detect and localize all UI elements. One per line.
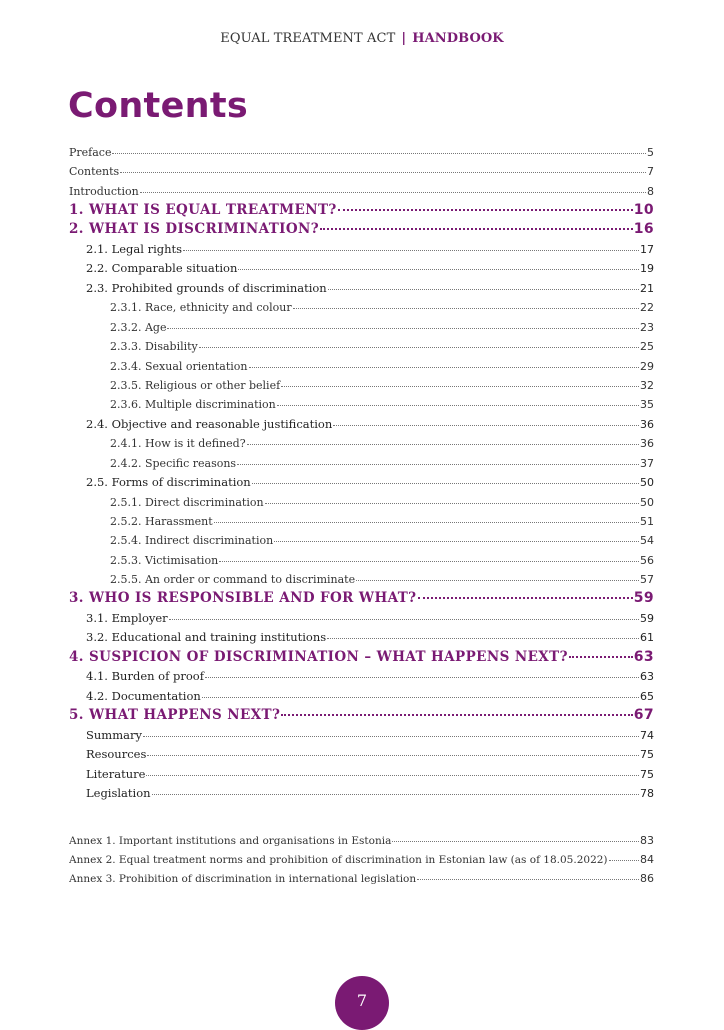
header-title: EQUAL TREATMENT ACT [220,31,396,46]
dot-leader [327,638,639,639]
entry-page-number: 19 [640,262,654,276]
toc-entry[interactable] [69,279,654,299]
entry-label: Literature [86,766,146,781]
entry-label: 3.1. Employer [86,610,168,625]
entry-label: 2.3.1. Race, ethnicity and colour [110,301,292,315]
toc-entry[interactable] [69,745,654,765]
entry-page-number: 75 [640,767,654,781]
dot-leader [265,503,639,504]
dot-leader [249,367,639,368]
entry-label: 5. WHAT HAPPENS NEXT? [69,707,281,724]
entry-page-number: 84 [640,853,654,866]
entry-label: 2.3.3. Disability [110,340,198,354]
toc-entry[interactable] [69,318,654,337]
entry-label: Legislation [86,786,151,801]
toc-entry[interactable] [69,395,654,414]
dot-leader [146,775,639,776]
entry-page-number: 59 [640,611,654,625]
entry-label: 3. WHO IS RESPONSIBLE AND FOR WHAT? [69,590,417,607]
dot-leader [140,192,646,193]
toc-entry[interactable] [69,162,654,181]
entry-label: 2.3.4. Sexual orientation [110,359,248,373]
toc-entry[interactable] [69,434,654,453]
entry-page-number: 65 [640,689,654,703]
toc-entry[interactable] [69,337,654,356]
entry-page-number: 51 [640,514,654,528]
running-header [0,31,724,46]
entry-page-number: 32 [640,378,654,392]
entry-label: Annex 3. Prohibition of discrimination in international legislation [69,873,417,885]
entry-label: 2.3. Prohibited grounds of discrimination [86,280,327,295]
entry-page-number: 16 [633,221,654,238]
toc-entry[interactable] [69,687,654,707]
entry-label: Preface [69,146,112,159]
dot-leader [169,619,639,620]
dot-leader [237,464,639,465]
entry-page-number: 5 [647,146,654,159]
entry-page-number: 63 [633,648,654,665]
page-number: 7 [356,991,368,1010]
entry-page-number: 36 [640,417,654,431]
dot-leader [281,386,639,387]
entry-page-number: 36 [640,437,654,451]
toc-entry[interactable] [69,454,654,473]
entry-page-number: 63 [640,670,654,684]
dot-leader [202,697,639,698]
toc-entry[interactable] [69,182,654,201]
entry-label: 2.3.2. Age [110,320,167,334]
toc-entry[interactable] [69,765,654,785]
toc-entry[interactable] [69,143,654,162]
entry-page-number: 8 [647,184,654,198]
dot-leader [152,794,639,795]
entry-label: Annex 2. Equal treatment norms and prohibition of discrimination in Estonian law (as of 18.05.2022) [69,854,608,866]
entry-label: 4.2. Documentation [86,688,201,703]
table-of-contents [69,143,654,804]
dot-leader [569,656,633,658]
entry-label: 2.5. Forms of discrimination [86,475,251,490]
dot-leader [418,597,633,599]
dot-leader [252,483,639,484]
header-separator: | [401,31,407,46]
toc-entry[interactable] [69,551,654,570]
entry-page-number: 17 [640,242,654,256]
toc-entry[interactable] [69,512,654,531]
dot-leader [338,209,633,211]
entry-page-number: 57 [640,573,654,587]
entry-page-number: 75 [640,748,654,762]
entry-page-number: 7 [647,165,654,179]
dot-leader [143,736,639,737]
toc-entry[interactable] [69,493,654,512]
entry-label: 2.5.5. An order or command to discriminate [110,573,356,587]
toc-entry[interactable] [69,667,654,687]
toc-entry[interactable] [69,726,654,746]
entry-label: 2.1. Legal rights [86,241,183,256]
annex-entry[interactable] [69,850,654,869]
annex-entry[interactable] [69,831,654,850]
dot-leader [183,250,639,251]
toc-entry[interactable] [69,415,654,435]
entry-label: 2.5.2. Harassment [110,514,213,528]
entry-page-number: 50 [640,495,654,509]
dot-leader [609,860,639,861]
entry-page-number: 61 [640,631,654,645]
toc-entry[interactable] [69,628,654,648]
entry-label: Resources [86,747,147,762]
entry-page-number: 86 [640,872,654,885]
dot-leader [328,289,639,290]
entry-label: 2.4. Objective and reasonable justification [86,416,333,431]
toc-chapter[interactable] [69,648,654,668]
entry-page-number: 78 [640,787,654,801]
entry-page-number: 10 [633,201,654,218]
entry-label: 3.2. Educational and training institutions [86,630,327,645]
entry-label: 4. SUSPICION OF DISCRIMINATION – WHAT HAPPENS NEXT? [69,648,568,665]
entry-label: 2. WHAT IS DISCRIMINATION? [69,221,320,238]
entry-label: 2.4.2. Specific reasons [110,456,237,470]
entry-page-number: 23 [640,320,654,334]
entry-page-number: 25 [640,340,654,354]
entry-page-number: 50 [640,476,654,490]
dot-leader [199,347,639,348]
dot-leader [214,522,639,523]
dot-leader [120,172,646,173]
dot-leader [417,879,639,880]
entry-label: 2.5.3. Victimisation [110,553,219,567]
page-number-badge [335,976,389,1030]
entry-page-number: 37 [640,456,654,470]
dot-leader [238,269,639,270]
entry-label: 2.3.6. Multiple discrimination [110,398,276,412]
entry-page-number: 83 [640,834,654,847]
toc-entry[interactable] [69,259,654,279]
toc-entry[interactable] [69,376,654,395]
entry-label: Introduction [69,184,139,198]
toc-entry[interactable] [69,298,654,317]
entry-label: Annex 1. Important institutions and organisations in Estonia [69,835,392,847]
entry-page-number: 59 [633,590,654,607]
toc-entry[interactable] [69,240,654,260]
entry-label: Contents [69,165,120,179]
entry-label: 4.1. Burden of proof [86,669,204,684]
toc-chapter[interactable] [69,706,654,726]
entry-label: 2.3.5. Religious or other belief [110,378,281,392]
entry-label: Summary [86,727,142,742]
entry-page-number: 54 [640,534,654,548]
entry-label: 2.4.1. How is it defined? [110,437,246,451]
toc-entry[interactable] [69,570,654,589]
toc-entry[interactable] [69,784,654,804]
dot-leader [112,153,646,154]
dot-leader [274,541,639,542]
page-title: Contents [68,86,248,126]
dot-leader [281,714,632,716]
toc-chapter[interactable] [69,201,654,221]
toc-chapter[interactable] [69,220,654,240]
entry-label: 2.2. Comparable situation [86,261,238,276]
dot-leader [392,841,639,842]
toc-entry[interactable] [69,609,654,629]
toc-entry[interactable] [69,473,654,493]
entry-page-number: 67 [633,707,654,724]
dot-leader [277,405,639,406]
entry-label: 2.5.4. Indirect discrimination [110,534,274,548]
header-handbook: HANDBOOK [412,31,504,46]
entry-page-number: 74 [640,728,654,742]
entry-page-number: 21 [640,281,654,295]
annex-list [69,831,654,888]
dot-leader [333,425,639,426]
toc-entry[interactable] [69,357,654,376]
entry-page-number: 56 [640,553,654,567]
dot-leader [219,561,639,562]
entry-page-number: 29 [640,359,654,373]
entry-label: 2.5.1. Direct discrimination [110,495,264,509]
toc-chapter[interactable] [69,589,654,609]
dot-leader [167,328,639,329]
dot-leader [147,755,639,756]
dot-leader [247,444,639,445]
dot-leader [205,677,639,678]
dot-leader [356,580,639,581]
entry-page-number: 35 [640,398,654,412]
toc-entry[interactable] [69,531,654,550]
dot-leader [320,228,633,230]
entry-label: 1. WHAT IS EQUAL TREATMENT? [69,201,337,218]
dot-leader [293,308,639,309]
entry-page-number: 22 [640,301,654,315]
annex-entry[interactable] [69,869,654,888]
